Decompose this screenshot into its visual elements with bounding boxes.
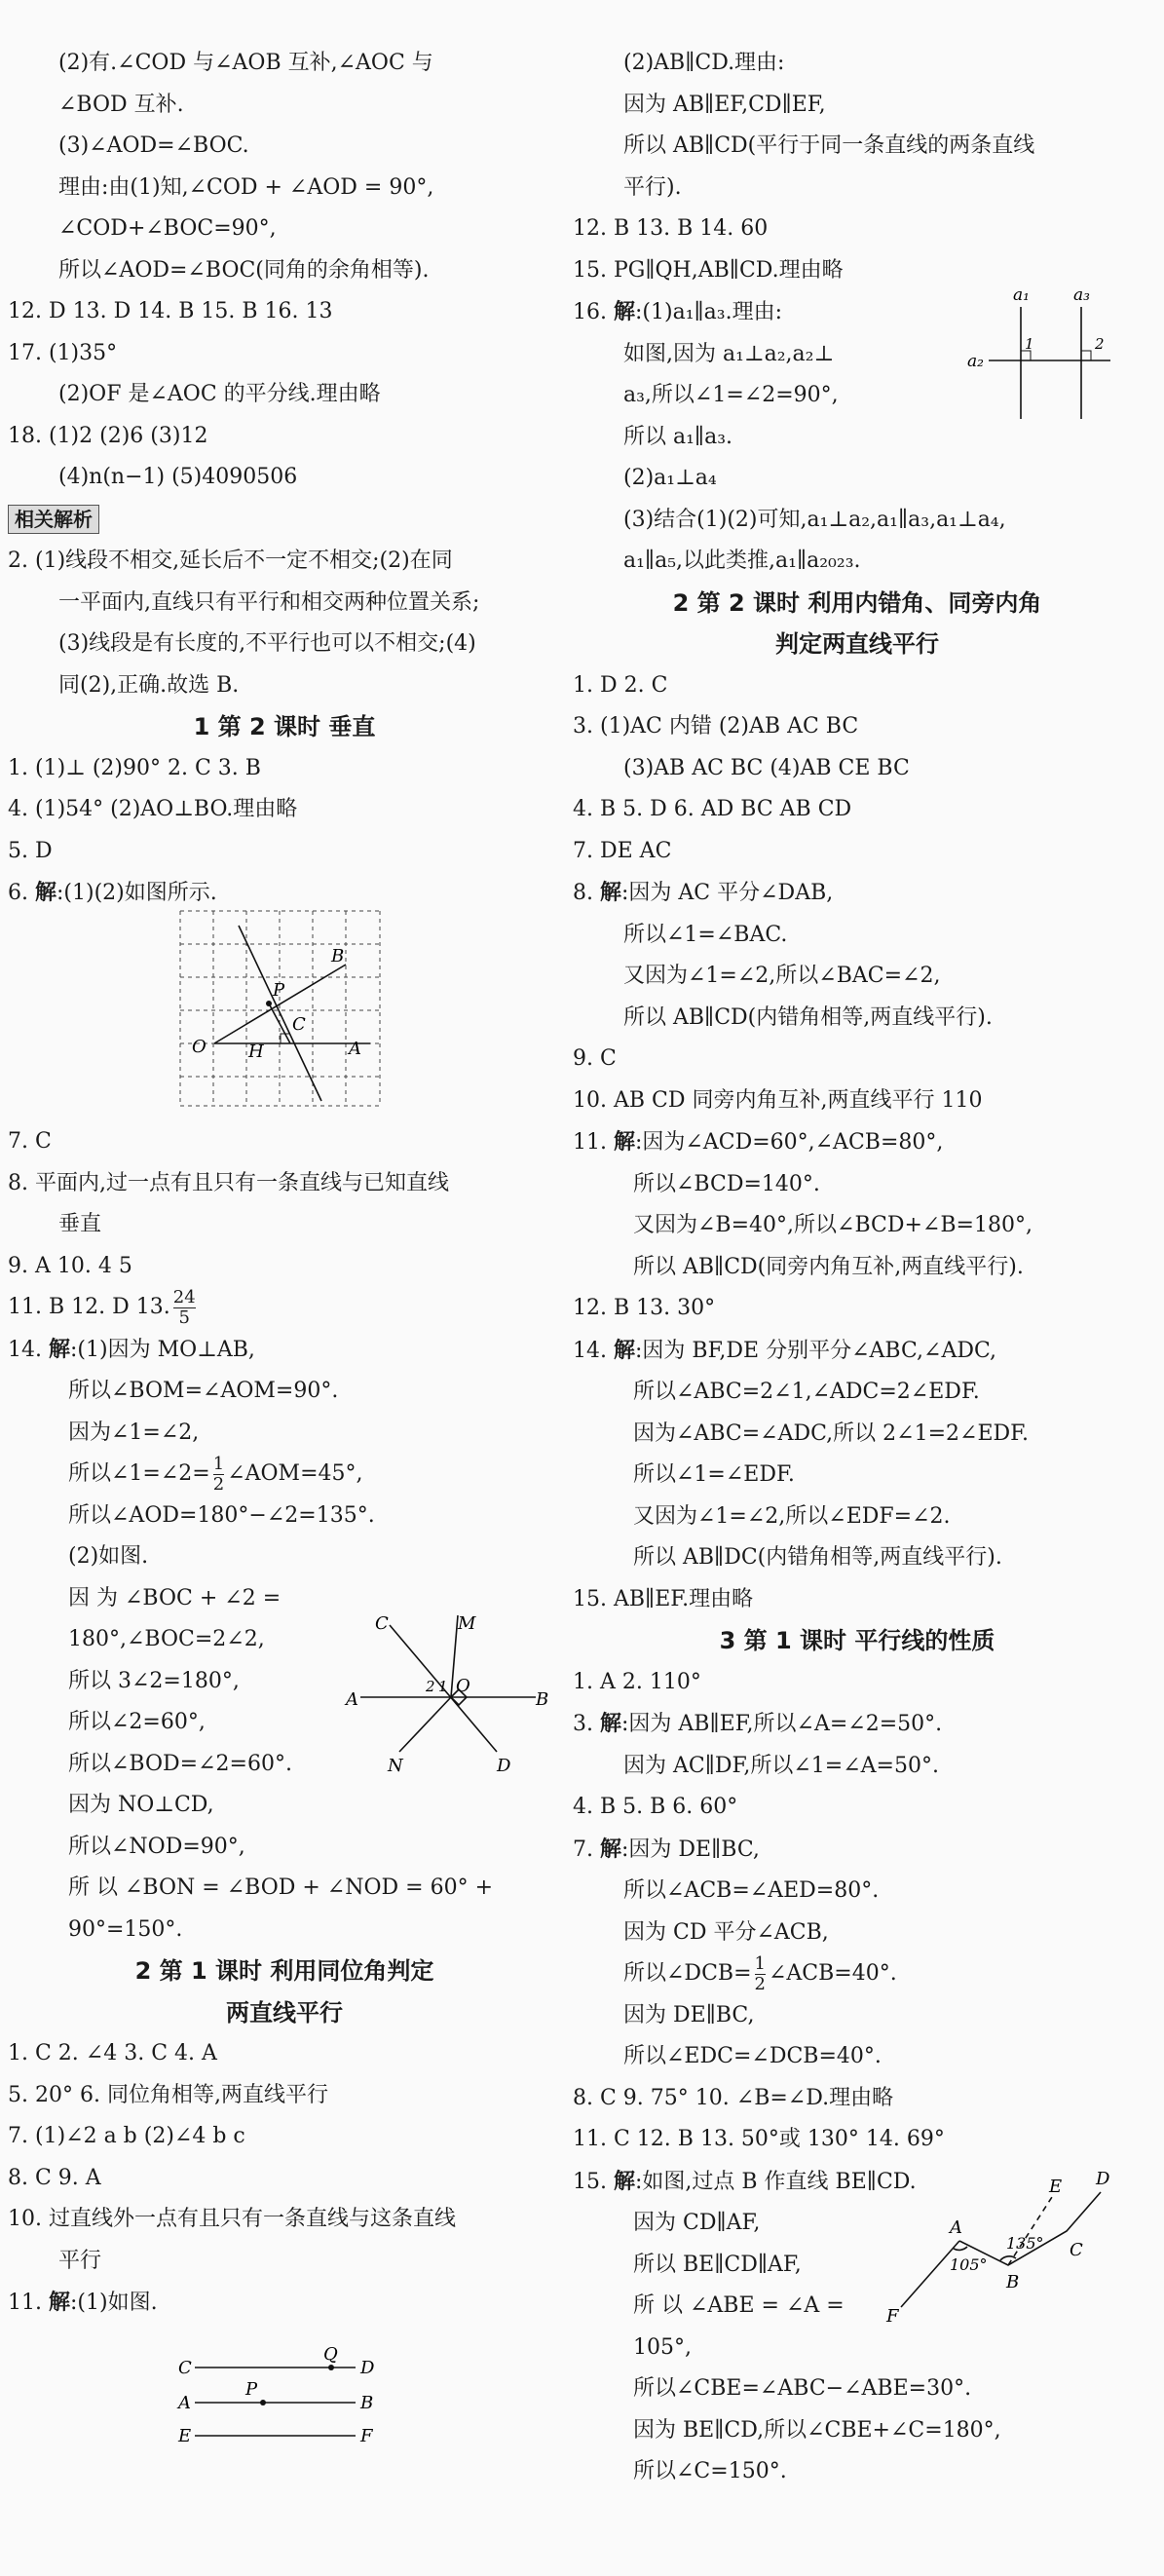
answer-text: 所以∠BOD=∠2=60°. xyxy=(68,1751,292,1776)
answer-line xyxy=(573,665,1142,707)
answer-line xyxy=(573,1703,1142,1746)
answer-text: 如图,因为 a₁⊥a₂,a₂⊥ xyxy=(623,341,835,366)
answer-line xyxy=(573,998,1142,1040)
answer-text: 所以∠C=150°. xyxy=(633,2459,787,2483)
fig11-label-P: P xyxy=(245,2379,258,2400)
answer-line xyxy=(8,2282,561,2325)
answer-line xyxy=(8,1868,561,1910)
fig14-label-B: B xyxy=(536,1689,549,1710)
answer-text: 平行). xyxy=(623,174,682,200)
answer-text: 所以∠2=60°, xyxy=(68,1710,206,1734)
answer-text: 8. C 9. A xyxy=(8,2165,101,2190)
answer-line xyxy=(573,748,1142,790)
answer-line xyxy=(573,2036,1142,2078)
answer-text: 14. 解:(1)因为 MO⊥AB, xyxy=(8,1336,255,1362)
answer-text: 105°, xyxy=(633,2334,692,2360)
answer-text: 14. 解:因为 BF,DE 分别平分∠ABC,∠ADC, xyxy=(573,1337,997,1363)
answer-line xyxy=(573,831,1142,873)
answer-line xyxy=(8,2033,561,2075)
answer-line xyxy=(8,748,561,790)
fig14-label-N: N xyxy=(388,1756,403,1776)
solution-mark: 解 xyxy=(613,1337,635,1363)
answer-line xyxy=(573,2119,1142,2161)
answer-text: 4. B 5. D 6. AD BC AB CD xyxy=(573,797,852,821)
fraction xyxy=(755,1954,766,1994)
answer-text: 所以∠ABC=2∠1,∠ADC=2∠EDF. xyxy=(633,1380,980,1404)
fig14-label-1: 1 xyxy=(438,1678,448,1695)
answer-line xyxy=(8,1163,561,1205)
answer-line xyxy=(8,2075,561,2117)
answer-line xyxy=(8,2158,561,2200)
answer-text: 15. AB∥EF.理由略 xyxy=(573,1586,754,1611)
fig15-label-F: F xyxy=(886,2306,899,2327)
answer-text: (4)n(n−1) (5)4090506 xyxy=(58,465,298,489)
answer-line xyxy=(573,789,1142,831)
answer-text: 所以 BE∥CD∥AF, xyxy=(633,2252,802,2277)
fig11-label-E: E xyxy=(178,2426,192,2443)
left-column xyxy=(8,43,561,2325)
answer-text: 所以∠NOD=90°, xyxy=(68,1834,245,1859)
answer-text: 又因为∠B=40°,所以∠BCD+∠B=180°, xyxy=(633,1213,1033,1237)
answer-line xyxy=(573,1537,1142,1579)
answer-text: 因为 DE∥BC, xyxy=(623,2002,755,2027)
answer-text: 8. 平面内,过一点有且只有一条直线与已知直线 xyxy=(8,1170,449,1195)
denominator: 5 xyxy=(178,1307,190,1328)
fig16-label-1: 1 xyxy=(1025,335,1034,353)
lines-figure-q16 xyxy=(964,283,1110,429)
answer-line xyxy=(8,416,561,458)
answer-text: 5. D xyxy=(8,838,53,863)
answer-text: 所以∠BCD=140°. xyxy=(633,1171,820,1196)
grid-figure-q6 xyxy=(175,906,390,1111)
answer-line xyxy=(8,1910,561,1951)
answer-text: (3)线段是有长度的,不平行也可以不相交;(4) xyxy=(58,631,476,656)
answer-text: 所以∠DCB= xyxy=(623,1961,752,1986)
answer-line xyxy=(573,1953,1142,1995)
fig15-label-E: E xyxy=(1049,2177,1063,2197)
answer-text: 一平面内,直线只有平行和相交两种位置关系; xyxy=(58,589,480,615)
answer-line xyxy=(8,126,561,168)
answer-text: 180°,∠BOC=2∠2, xyxy=(68,1627,265,1651)
answer-line xyxy=(8,1287,561,1329)
fig14-label-A: A xyxy=(346,1689,358,1710)
answer-line xyxy=(8,250,561,292)
answer-text: 所 以 ∠ABE = ∠A = xyxy=(633,2293,845,2318)
parallel-lines-figure-q11 xyxy=(175,2327,399,2443)
fig14-label-D: D xyxy=(497,1756,511,1776)
answer-line xyxy=(8,789,561,831)
answer-line xyxy=(573,458,1142,500)
answer-line xyxy=(8,208,561,250)
answer-line xyxy=(8,43,561,85)
fig15-label-A: A xyxy=(950,2217,962,2238)
answer-line xyxy=(573,915,1142,957)
answer-text: 7. C xyxy=(8,1129,52,1154)
answer-text: 7. (1)∠2 a b (2)∠4 b c xyxy=(8,2124,245,2148)
answer-text: (2)如图. xyxy=(68,1544,149,1569)
answer-text: 2. (1)线段不相交,延长后不一定不相交;(2)在同 xyxy=(8,549,453,573)
answer-text: 所以 a₁∥a₃. xyxy=(623,424,733,449)
fig6-label-H: H xyxy=(248,1042,264,1062)
answer-text: 7. 解:因为 DE∥BC, xyxy=(573,1836,760,1862)
answer-line xyxy=(8,1827,561,1869)
answer-text: ∠COD+∠BOC=90°, xyxy=(58,216,277,241)
answer-text: 90°=150°. xyxy=(68,1916,183,1942)
answer-text: 4. (1)54° (2)AO⊥BO.理由略 xyxy=(8,797,298,821)
solution-mark: 解 xyxy=(34,880,56,905)
fig14-label-2: 2 xyxy=(426,1678,435,1695)
answer-text: 所以 AB∥CD(内错角相等,两直线平行). xyxy=(623,1004,993,1030)
section-heading: 3 第 1 课时 平行线的性质 xyxy=(719,1627,995,1654)
answer-text: 1. C 2. ∠4 3. C 4. A xyxy=(8,2041,217,2065)
section-heading: 两直线平行 xyxy=(226,1998,343,2027)
answer-text: 所以∠BOM=∠AOM=90°. xyxy=(68,1379,339,1403)
answer-text: 17. (1)35° xyxy=(8,340,118,365)
answer-text: 因为∠ABC=∠ADC,所以 2∠1=2∠EDF. xyxy=(633,1421,1029,1446)
solution-mark: 解 xyxy=(599,1711,621,1736)
solution-mark: 解 xyxy=(48,2290,70,2315)
section-tag xyxy=(8,499,561,542)
answer-text: 10. AB CD 同旁内角互补,两直线平行 110 xyxy=(573,1087,983,1113)
answer-line xyxy=(8,333,561,375)
answer-text: 12. B 13. 30° xyxy=(573,1296,716,1320)
section-heading: 1 第 2 课时 垂直 xyxy=(193,713,376,740)
answer-line xyxy=(573,1288,1142,1330)
answer-text: 9. A 10. 4 5 xyxy=(8,1253,132,1278)
answer-text: 因为 CD 平分∠ACB, xyxy=(623,1919,829,1945)
fig11-label-B: B xyxy=(360,2393,374,2413)
answer-line xyxy=(573,1496,1142,1538)
fig15-label-B: B xyxy=(1006,2272,1020,2292)
answer-text: 5. 20° 6. 同位角相等,两直线平行 xyxy=(8,2082,328,2107)
answer-text: (3)结合(1)(2)可知,a₁⊥a₂,a₁∥a₃,a₁⊥a₄, xyxy=(623,507,1006,532)
answer-text: 所以∠1=∠EDF. xyxy=(633,1462,795,1487)
answer-line xyxy=(573,2328,1142,2369)
fig6-label-P: P xyxy=(273,980,285,1001)
answer-line xyxy=(8,1496,561,1537)
answer-line xyxy=(8,85,561,127)
answer-line xyxy=(8,2199,561,2241)
answer-line xyxy=(573,956,1142,998)
section-heading: 判定两直线平行 xyxy=(775,630,939,658)
answer-text: 所以∠AOD=∠BOC(同角的余角相等). xyxy=(58,257,430,283)
fig11-label-D: D xyxy=(360,2358,375,2378)
solution-mark: 解 xyxy=(613,1129,635,1155)
answer-text: (3)∠AOD=∠BOC. xyxy=(58,133,249,158)
solution-mark: 解 xyxy=(599,880,621,905)
answer-line xyxy=(573,500,1142,542)
answer-line xyxy=(8,1785,561,1827)
answer-line xyxy=(573,1579,1142,1621)
answer-line xyxy=(8,1454,561,1496)
answer-line xyxy=(573,1455,1142,1496)
answer-text: 11. B 12. D 13. xyxy=(8,1295,170,1319)
answer-line xyxy=(573,2078,1142,2120)
solution-mark: 解 xyxy=(613,299,635,324)
answer-text: 7. DE AC xyxy=(573,838,672,863)
answer-line xyxy=(8,374,561,416)
answer-line xyxy=(573,1746,1142,1788)
answer-line xyxy=(573,1829,1142,1872)
answer-line xyxy=(8,2116,561,2158)
answer-text: 9. C xyxy=(573,1046,617,1071)
answer-line xyxy=(573,1913,1142,1954)
answer-text: 所以 AB∥DC(内错角相等,两直线平行). xyxy=(633,1545,1002,1570)
answer-text: 因 为 ∠BOC + ∠2 = xyxy=(68,1585,282,1610)
angle-figure-q14 xyxy=(341,1606,555,1776)
answer-text: 所以∠1=∠BAC. xyxy=(623,922,788,947)
fig11-label-F: F xyxy=(360,2426,373,2443)
answer-text: 又因为∠1=∠2,所以∠EDF=∠2. xyxy=(633,1503,951,1529)
answer-line xyxy=(8,1246,561,1288)
answer-line xyxy=(573,208,1142,250)
answer-line xyxy=(8,1371,561,1413)
fig15-label-135: 135° xyxy=(1006,2234,1044,2253)
fig16-label-a2: a₂ xyxy=(967,352,984,371)
denominator: 2 xyxy=(212,1473,225,1495)
answer-text: a₁∥a₅,以此类推,a₁∥a₂₀₂₃. xyxy=(623,549,861,573)
answer-line xyxy=(573,1039,1142,1080)
answer-text-tail: ∠ACB=40°. xyxy=(768,1961,897,1986)
answer-line xyxy=(8,1413,561,1455)
answer-line xyxy=(8,168,561,209)
answer-line xyxy=(573,1121,1142,1164)
fig14-label-M: M xyxy=(458,1613,476,1634)
answer-line xyxy=(573,1205,1142,1247)
numerator: 24 xyxy=(172,1286,196,1307)
fig6-label-A: A xyxy=(349,1039,361,1059)
answer-text: 10. 过直线外一点有且只有一条直线与这条直线 xyxy=(8,2207,456,2231)
fig11-label-Q: Q xyxy=(323,2344,338,2365)
answer-text: 1. (1)⊥ (2)90° 2. C 3. B xyxy=(8,755,261,780)
answer-line xyxy=(573,1414,1142,1456)
answer-text: 所以∠EDC=∠DCB=40°. xyxy=(623,2044,882,2068)
answer-line xyxy=(573,1164,1142,1206)
section-tag-label: 相关解析 xyxy=(8,505,99,534)
answer-line xyxy=(8,1204,561,1246)
answer-line xyxy=(573,1080,1142,1122)
answer-line xyxy=(573,706,1142,748)
fig16-label-a1: a₁ xyxy=(1013,285,1030,305)
fig11-label-C: C xyxy=(178,2358,192,2378)
fig6-label-B: B xyxy=(331,946,345,966)
fig14-label-C: C xyxy=(375,1613,389,1634)
answer-text: 12. D 13. D 14. B 15. B 16. 13 xyxy=(8,299,333,323)
answer-line xyxy=(8,1121,561,1163)
answer-text: 15. 解:如图,过点 B 作直线 BE∥CD. xyxy=(573,2168,917,2194)
numerator: 1 xyxy=(754,1952,766,1974)
answer-text: (2)AB∥CD.理由: xyxy=(623,51,785,75)
answer-line xyxy=(573,1995,1142,2037)
fig15-label-105: 105° xyxy=(950,2255,988,2274)
answer-line xyxy=(573,126,1142,168)
denominator: 2 xyxy=(754,1973,766,1994)
answer-text: 同(2),正确.故选 B. xyxy=(58,672,240,698)
answer-line xyxy=(573,43,1142,85)
answer-text: 16. 解:(1)a₁∥a₃.理由: xyxy=(573,299,783,324)
fraction xyxy=(213,1455,224,1495)
answer-line xyxy=(8,831,561,873)
answer-text: 因为 BE∥CD,所以∠CBE+∠C=180°, xyxy=(633,2417,1001,2443)
answer-text-tail: ∠AOM=45°, xyxy=(227,1461,363,1486)
answer-text: 因为 CD∥AF, xyxy=(633,2211,761,2235)
fig6-label-C: C xyxy=(292,1014,306,1035)
answer-text: 1. D 2. C xyxy=(573,672,668,698)
answer-text: 8. C 9. 75° 10. ∠B=∠D.理由略 xyxy=(573,2085,894,2110)
answer-line xyxy=(573,1787,1142,1829)
numerator: 1 xyxy=(212,1453,225,1474)
answer-text: 所以∠CBE=∠ABC−∠ABE=30°. xyxy=(633,2376,972,2401)
answer-text: ∠BOD 互补. xyxy=(58,92,184,117)
answer-text: 平行 xyxy=(58,2248,102,2273)
solution-mark: 解 xyxy=(599,1836,621,1862)
answer-text: 所以∠ACB=∠AED=80°. xyxy=(623,1878,880,1903)
section-heading: 2 第 2 课时 利用内错角、同旁内角 xyxy=(672,588,1042,617)
answer-text: 3. 解:因为 AB∥EF,所以∠A=∠2=50°. xyxy=(573,1711,943,1736)
answer-text: 所以 AB∥CD(平行于同一条直线的两条直线 xyxy=(623,133,1035,158)
answer-line xyxy=(8,291,561,333)
answer-line xyxy=(573,2451,1142,2493)
answer-text: 15. PG∥QH,AB∥CD.理由略 xyxy=(573,257,844,283)
answer-text: 18. (1)2 (2)6 (3)12 xyxy=(8,423,208,448)
answer-text: 因为 AB∥EF,CD∥EF, xyxy=(623,92,826,117)
answer-line xyxy=(8,624,561,665)
answer-line xyxy=(573,1330,1142,1373)
answer-text: 又因为∠1=∠2,所以∠BAC=∠2, xyxy=(623,964,941,988)
fig16-label-2: 2 xyxy=(1095,335,1105,353)
answer-text: 所 以 ∠BON = ∠BOD + ∠NOD = 60° + xyxy=(68,1875,494,1900)
answer-text: 11. 解:因为∠ACD=60°,∠ACB=80°, xyxy=(573,1129,944,1155)
answer-text: (3)AB AC BC (4)AB CE BC xyxy=(623,755,910,780)
fig15-label-D: D xyxy=(1096,2169,1110,2189)
fig14-label-O: O xyxy=(456,1676,470,1696)
section-heading: 2 第 1 课时 利用同位角判定 xyxy=(134,1957,434,1985)
answer-line xyxy=(573,1871,1142,1913)
answer-text: 所以∠AOD=180°−∠2=135°. xyxy=(68,1502,375,1528)
answer-text: 所以∠1=∠2= xyxy=(68,1461,210,1486)
answer-text: a₃,所以∠1=∠2=90°, xyxy=(623,383,839,407)
answer-text: 垂直 xyxy=(58,1212,102,1236)
answer-line xyxy=(573,872,1142,915)
answer-text: 因为 AC∥DF,所以∠1=∠A=50°. xyxy=(623,1753,939,1778)
answer-line xyxy=(573,1662,1142,1704)
answer-text: 8. 解:因为 AC 平分∠DAB, xyxy=(573,880,834,905)
answer-line xyxy=(8,457,561,499)
answer-line xyxy=(573,2368,1142,2410)
answer-text: (2)a₁⊥a₄ xyxy=(623,466,717,490)
answer-line xyxy=(573,541,1142,583)
answer-text: 因为 NO⊥CD, xyxy=(68,1793,214,1817)
answer-text: (2)有.∠COD 与∠AOB 互补,∠AOC 与 xyxy=(58,51,433,75)
answer-text: 理由:由(1)知,∠COD + ∠AOD = 90°, xyxy=(58,174,434,200)
fig11-label-A: A xyxy=(178,2393,191,2413)
fraction xyxy=(173,1288,196,1328)
answer-line xyxy=(573,2410,1142,2452)
answer-line xyxy=(8,583,561,625)
fig16-label-a3: a₃ xyxy=(1073,285,1090,305)
answer-line xyxy=(573,1247,1142,1289)
answer-line xyxy=(8,1536,561,1578)
answer-line xyxy=(573,85,1142,127)
fig6-label-O: O xyxy=(192,1037,207,1057)
answer-text: 4. B 5. B 6. 60° xyxy=(573,1795,738,1819)
answer-line xyxy=(573,1372,1142,1414)
answer-line xyxy=(8,665,561,707)
answer-text: (2)OF 是∠AOC 的平分线.理由略 xyxy=(58,382,381,406)
solution-mark: 解 xyxy=(48,1336,70,1362)
answer-text: 11. 解:(1)如图. xyxy=(8,2290,158,2315)
answer-text: 1. A 2. 110° xyxy=(573,1669,701,1694)
answer-line xyxy=(8,1329,561,1372)
angle-figure-q15 xyxy=(882,2163,1115,2329)
answer-line xyxy=(573,168,1142,209)
answer-text: 3. (1)AC 内错 (2)AB AC BC xyxy=(573,714,859,739)
fig15-label-C: C xyxy=(1070,2240,1083,2260)
answer-text: 所以 AB∥CD(同旁内角互补,两直线平行). xyxy=(633,1254,1024,1279)
answer-text: 所以 3∠2=180°, xyxy=(68,1668,240,1693)
answer-text: 12. B 13. B 14. 60 xyxy=(573,216,769,241)
answer-text: 6. 解:(1)(2)如图所示. xyxy=(8,880,217,905)
answer-text: 因为∠1=∠2, xyxy=(68,1420,200,1445)
solution-mark: 解 xyxy=(613,2168,635,2194)
answer-line xyxy=(8,2241,561,2283)
answer-line xyxy=(8,541,561,583)
answer-text: 11. C 12. B 13. 50°或 130° 14. 69° xyxy=(573,2127,945,2151)
